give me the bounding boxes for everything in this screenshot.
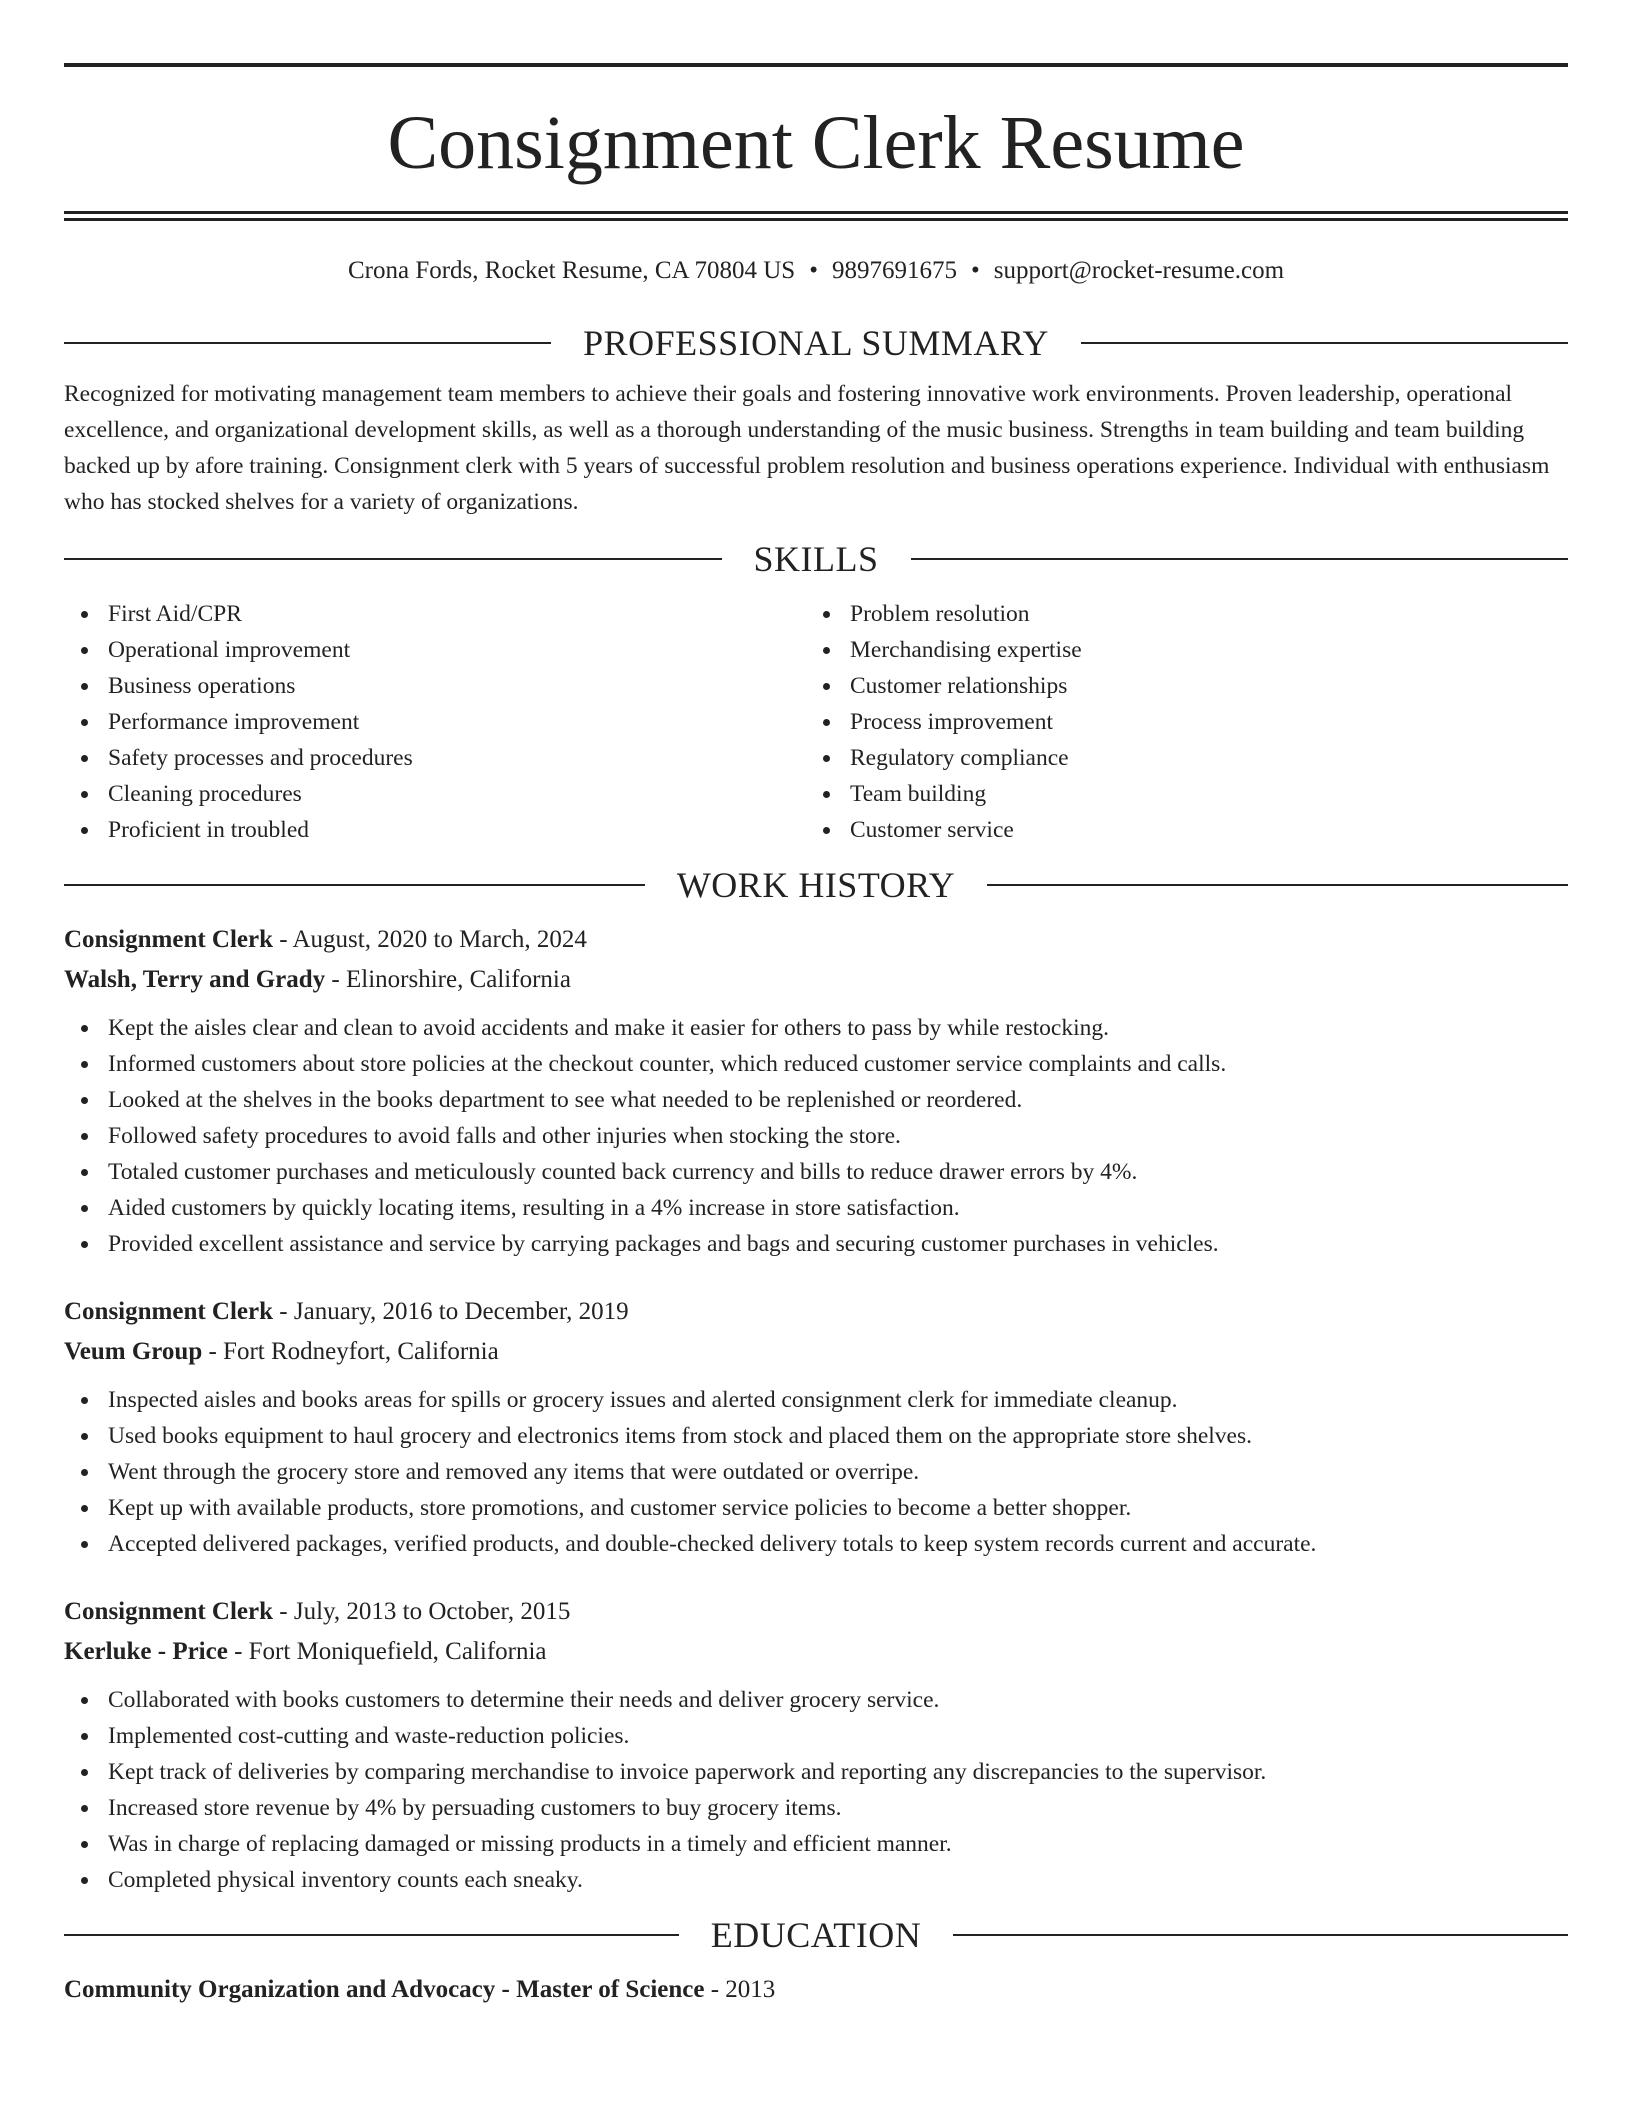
- job-bullet: Looked at the shelves in the books department to see what needed to be replenished or reordered.: [64, 1082, 1568, 1118]
- job-location: - Fort Moniquefield, California: [227, 1638, 547, 1665]
- skill-item: Customer service: [806, 812, 1548, 848]
- section-header-skills: [64, 534, 1568, 584]
- skill-item: Team building: [806, 776, 1548, 812]
- summary-paragraph: Recognized for motivating management team members to achieve their goals and fostering innovative work environments. Proven leadership, operational excellence, and organizational development skills, as well as a thorough understanding of the music business. Strengths in team building and team building backed up by afore training. Consignment clerk with 5 years of successful problem resolution and business operations experience. Individual with enthusiasm who has stocked shelves for a variety of organizations.: [64, 381, 1550, 515]
- contact-separator: •: [970, 257, 980, 284]
- job-dates: - January, 2016 to December, 2019: [273, 1298, 629, 1325]
- skill-item: Performance improvement: [64, 704, 806, 740]
- job-bullet: Implemented cost-cutting and waste-reduction policies.: [64, 1718, 1568, 1754]
- education-degree: Community Organization and Advocacy - Master of Science: [64, 1976, 705, 2003]
- job-location: - Elinorshire, California: [325, 966, 571, 993]
- job-company-line: [64, 1332, 1568, 1372]
- job-bullets: [64, 1010, 1568, 1262]
- section-rule: [64, 884, 645, 886]
- job-bullet: Was in charge of replacing damaged or missing products in a timely and efficient manner.: [64, 1826, 1568, 1862]
- job-bullets: [64, 1382, 1568, 1562]
- section-rule: [64, 342, 551, 344]
- skill-item: Problem resolution: [806, 596, 1548, 632]
- skills-list-left: [64, 596, 806, 848]
- job-bullet: Used books equipment to haul grocery and electronics items from stock and placed them on the appropriate store shelves.: [64, 1418, 1568, 1454]
- section-title-skills: SKILLS: [753, 539, 879, 579]
- job-bullet: Accepted delivered packages, verified products, and double-checked delivery totals to keep system records current and accurate.: [64, 1526, 1568, 1562]
- job-bullet: Aided customers by quickly locating items, resulting in a 4% increase in store satisfaction.: [64, 1190, 1568, 1226]
- job-title-line: [64, 1592, 1568, 1632]
- skill-item: Regulatory compliance: [806, 740, 1548, 776]
- skill-item: First Aid/CPR: [64, 596, 806, 632]
- job-entry: [64, 920, 1568, 1262]
- skill-item: Business operations: [64, 668, 806, 704]
- job-title: Consignment Clerk: [64, 1598, 274, 1625]
- section-header-work: [64, 860, 1568, 910]
- job-bullet: Completed physical inventory counts each sneaky.: [64, 1862, 1568, 1898]
- skill-item: Merchandising expertise: [806, 632, 1548, 668]
- job-bullet: Inspected aisles and books areas for spills or grocery issues and alerted consignment clerk for immediate cleanup.: [64, 1382, 1568, 1418]
- job-company: Veum Group: [64, 1338, 203, 1365]
- section-rule: [64, 1934, 679, 1936]
- contact-separator: •: [809, 257, 818, 284]
- job-bullet: Increased store revenue by 4% by persuading customers to buy grocery items.: [64, 1790, 1568, 1826]
- job-bullets: [64, 1682, 1568, 1898]
- skills-list-right: [806, 596, 1548, 848]
- job-bullet: Followed safety procedures to avoid falls and other injuries when stocking the store.: [64, 1118, 1568, 1154]
- contact-address: Crona Fords, Rocket Resume, CA 70804 US: [347, 257, 796, 284]
- contact-line: [64, 254, 1568, 288]
- resume-page: [64, 0, 1568, 2010]
- skills-columns: [64, 596, 1568, 848]
- contact-phone: 9897691675: [831, 257, 957, 284]
- section-rule: [64, 558, 722, 560]
- job-location: - Fort Rodneyfort, California: [202, 1338, 499, 1365]
- job-bullet: Informed customers about store policies at the checkout counter, which reduced customer service complaints and calls.: [64, 1046, 1568, 1082]
- job-bullet: Kept up with available products, store promotions, and customer service policies to become a better shopper.: [64, 1490, 1568, 1526]
- section-rule: [987, 884, 1568, 886]
- job-title-line: [64, 1292, 1568, 1332]
- section-header-summary: [64, 318, 1568, 368]
- job-bullet: Collaborated with books customers to determine their needs and deliver grocery service.: [64, 1682, 1568, 1718]
- job-bullet: Went through the grocery store and removed any items that were outdated or overripe.: [64, 1454, 1568, 1490]
- job-company: Kerluke - Price: [64, 1638, 228, 1665]
- skill-item: Cleaning procedures: [64, 776, 806, 812]
- job-bullet: Provided excellent assistance and service by carrying packages and bags and securing customer purchases in vehicles.: [64, 1226, 1568, 1262]
- job-dates: - July, 2013 to October, 2015: [273, 1598, 571, 1625]
- top-rule: [64, 63, 1568, 67]
- contact-email: support@rocket-resume.com: [993, 257, 1285, 284]
- section-title-summary: PROFESSIONAL SUMMARY: [583, 323, 1049, 363]
- job-title: Consignment Clerk: [64, 1298, 274, 1325]
- title-double-rule: [64, 211, 1568, 221]
- job-title-line: [64, 920, 1568, 960]
- job-company: Walsh, Terry and Grady: [64, 966, 326, 993]
- job-entry: [64, 1292, 1568, 1562]
- skill-item: Customer relationships: [806, 668, 1548, 704]
- section-rule: [911, 558, 1569, 560]
- skill-item: Operational improvement: [64, 632, 806, 668]
- job-company-line: [64, 1632, 1568, 1672]
- section-title-education: EDUCATION: [710, 1915, 922, 1955]
- section-rule: [953, 1934, 1568, 1936]
- job-bullet: Kept the aisles clear and clean to avoid accidents and make it easier for others to pass by while restocking.: [64, 1010, 1568, 1046]
- job-dates: - August, 2020 to March, 2024: [273, 926, 587, 953]
- skill-item: Process improvement: [806, 704, 1548, 740]
- job-bullet: Kept track of deliveries by comparing merchandise to invoice paperwork and reporting any discrepancies to the supervisor.: [64, 1754, 1568, 1790]
- section-header-education: [64, 1910, 1568, 1960]
- section-rule: [1081, 342, 1568, 344]
- skill-item: Proficient in troubled: [64, 812, 806, 848]
- education-year: - 2013: [704, 1976, 776, 2003]
- job-company-line: [64, 960, 1568, 1000]
- skill-item: Safety processes and procedures: [64, 740, 806, 776]
- section-title-work: WORK HISTORY: [676, 865, 956, 905]
- education-entry: [64, 1970, 1568, 2010]
- job-entry: [64, 1592, 1568, 1898]
- job-bullet: Totaled customer purchases and meticulously counted back currency and bills to reduce drawer errors by 4%.: [64, 1154, 1568, 1190]
- resume-title: Consignment Clerk Resume: [387, 101, 1245, 185]
- job-title: Consignment Clerk: [64, 926, 274, 953]
